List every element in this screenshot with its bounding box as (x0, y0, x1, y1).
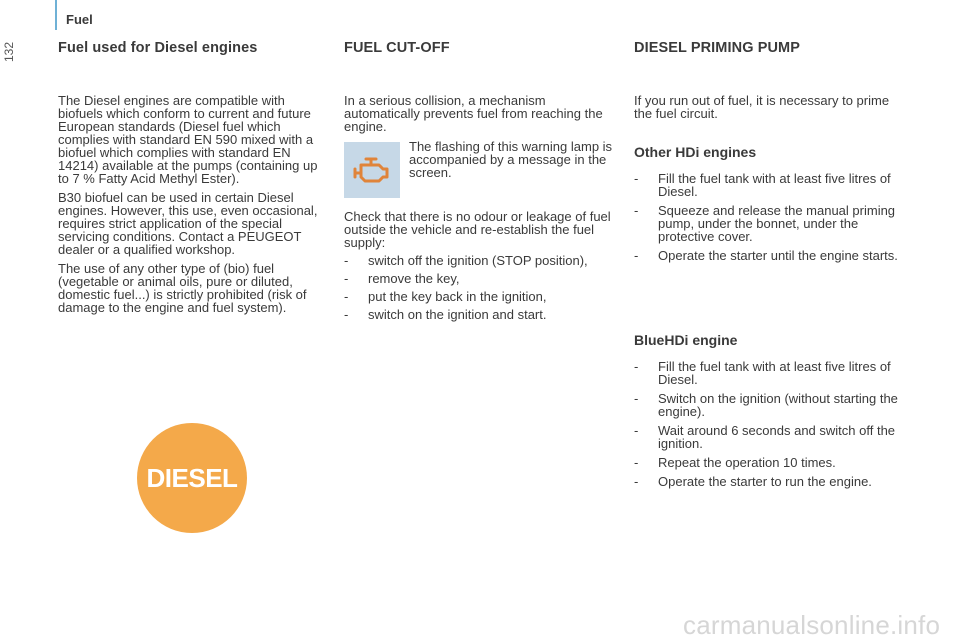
diesel-logo-text: DIESEL (146, 462, 238, 493)
section-marker-bar (55, 0, 57, 30)
warning-lamp-row (344, 140, 614, 198)
list-item: - remove the key, (344, 271, 460, 286)
watermark: carmanualsonline.info (683, 610, 941, 640)
list-item: - put the key back in the ignition, (344, 289, 547, 304)
list-item: - Repeat the operation 10 times. (634, 455, 836, 470)
column-fuel-cut-off (344, 40, 614, 321)
paragraph-collision: In a serious collision, a mechanism automatically prevents fuel from reaching the engine. (344, 93, 603, 134)
list-item: - switch on the ignition and start. (344, 307, 547, 322)
paragraph-biofuels: The Diesel engines are compatible with biofuels which conform to current and future European standards (Diesel fuel which complies with standard EN 590 mixed with a biofuel which complies with standard EN 14214) available at the pumps (containing up to 7 % Fatty Acid Methyl Ester). (58, 93, 318, 186)
paragraph-other-fuel: The use of any other type of (bio) fuel (vegetable or animal oils, pure or diluted, domestic fuel...) is strictly prohibited (risk of damage to the engine and fuel system). (58, 261, 307, 315)
warning-lamp-text: The flashing of this warning lamp is accompanied by a message in the screen. (409, 139, 613, 180)
list-item: - Wait around 6 seconds and switch off the ignition. (634, 423, 896, 451)
heading-priming-pump: DIESEL PRIMING PUMP (634, 40, 800, 56)
list-item: - Squeeze and release the manual priming pump, under the bonnet, under the protective cover. (634, 203, 896, 244)
list-item: - Fill the fuel tank with at least five litres of Diesel. (634, 171, 891, 199)
page-number: 132 (2, 41, 16, 62)
paragraph-b30: B30 biofuel can be used in certain Diesel engines. However, this use, even occasional, requires strict application of the special servicing conditions. Contact a PEUGEOT dealer or a qualified workshop. (58, 190, 318, 257)
engine-warning-icon (344, 142, 400, 198)
diesel-logo (137, 423, 247, 533)
heading-fuel-used: Fuel used for Diesel engines (58, 40, 258, 56)
list-item: - Operate the starter until the engine starts. (634, 248, 898, 263)
heading-bluehdi: BlueHDi engine (634, 332, 738, 348)
heading-fuel-cut-off: FUEL CUT-OFF (344, 40, 450, 56)
list-item: - switch off the ignition (STOP position), (344, 253, 588, 268)
bluehdi-steps-list (634, 360, 904, 488)
restart-steps-list (344, 254, 614, 321)
section-title: Fuel (66, 12, 93, 27)
column-fuel-used (58, 40, 330, 320)
heading-other-hdi: Other HDi engines (634, 144, 757, 160)
other-hdi-steps-list (634, 172, 904, 262)
column-priming-pump (634, 40, 904, 488)
list-item: - Switch on the ignition (without starting the engine). (634, 391, 898, 419)
list-item: - Operate the starter to run the engine. (634, 474, 872, 489)
paragraph-check-leak: Check that there is no odour or leakage of fuel outside the vehicle and re-establish the fuel supply: (344, 209, 611, 250)
paragraph-run-out: If you run out of fuel, it is necessary to prime the fuel circuit. (634, 93, 890, 121)
list-item: - Fill the fuel tank with at least five litres of Diesel. (634, 359, 891, 387)
